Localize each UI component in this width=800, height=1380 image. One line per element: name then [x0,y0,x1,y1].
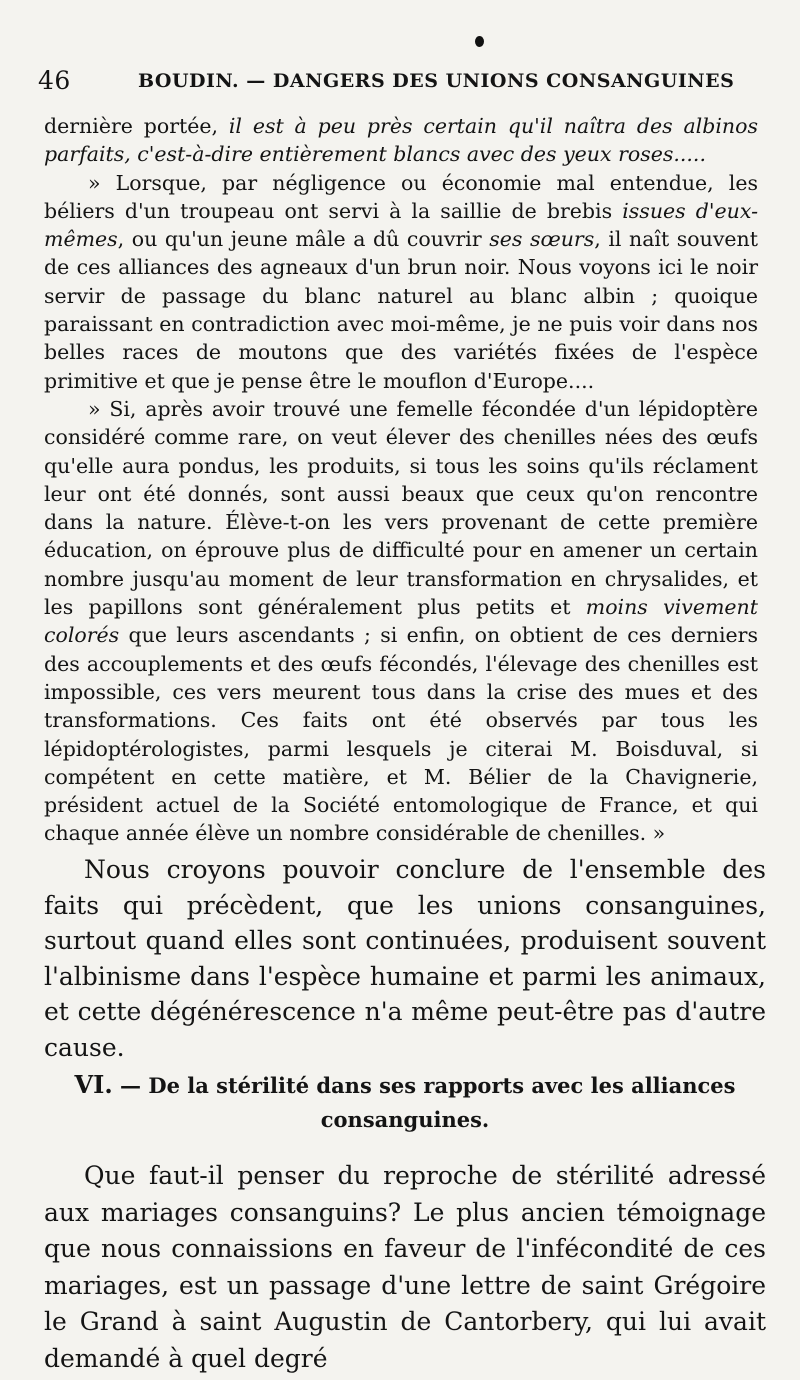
section-number: VI. [74,1070,113,1099]
quote-p2-italic-2: ses sœurs [489,227,595,252]
ink-dot [475,36,484,47]
quote-p2-text-b: , ou qu'un jeune mâle a dû couvrir [117,227,490,252]
body-text-2 [44,1158,766,1377]
quote-paragraph-3 [44,395,758,848]
page-number: 46 [38,66,71,95]
quoted-passage [44,112,758,848]
quote-p1-text: dernière portée, [44,114,229,138]
running-title: BOUDIN. — DANGERS DES UNIONS CONSANGUINES [138,70,735,92]
quote-p2-text-c: , il naît souvent de ces alliances des agneaux d'un brun noir. Nous voyons ici le noir servir de passage du blanc naturel au blanc albin ; quoique paraissant en contradiction avec moi-même, je ne puis voir dans nos belles races de moutons que des variétés fixées de l'espèce primitive et que je pense être le mouflon d'Europe.... [44,227,758,393]
quote-p3-text-b: que leurs ascendants ; si enfin, on obtient de ces derniers des accouplements et des œufs fécondés, l'élevage des chenilles est impossible, ces vers meurent tous dans la crise des mues et des transformations. Ces faits ont été observés par tous les lépidoptérologistes, parmi lesquels je citerai M. Boisduval, si compétent en cette matière, et M. Bélier de la Chavignerie, président actuel de la Société entomologique de France, et qui chaque année élève un nombre considérable de chenilles. » [44,623,758,846]
section-title: — De la stérilité dans ses rapports avec les alliances consanguines. [120,1073,736,1132]
quote-p2-text-a: » Lorsque, par négligence ou économie mal entendue, les béliers d'un troupeau ont servi à la saillie de brebis [44,170,758,223]
quote-p3-text-a: » Si, après avoir trouvé une femelle fécondée d'un lépidoptère considéré comme rare, on veut élever des chenilles nées des œufs qu'elle aura pondus, les produits, si tous les soins qu'ils réclament leur ont été donnés, sont aussi beaux que ceux qu'on rencontre dans la nature. Élève-t-on les vers provenant de cette première éducation, on éprouve plus de difficulté pour en amener un certain nombre jusqu'au moment de leur transformation en chrysalides, et les papillons sont généralement plus petits et [44,396,758,620]
body-paragraph-1: Nous croyons pouvoir conclure de l'ensemble des faits qui précèdent, que les unions consanguines, surtout quand elles sont continuées, produisent souvent l'albinisme dans l'espèce humaine et parmi les animaux, et cette dégénérescence n'a même peut-être pas d'autre cause. [44,855,766,1062]
page-header [38,66,758,100]
quote-p2-italic-1: issues d'eux-mêmes [44,198,758,252]
quote-p3-italic: moins vivement colorés [44,595,758,648]
quote-p1-italic: il est à peu près certain qu'il naîtra des albinos parfaits, c'est-à-dire entièrement blancs avec des yeux roses..... [44,114,758,167]
body-paragraph-2: Que faut-il penser du reproche de stérilité adressé aux mariages consanguins? Le plus ancien témoignage que nous connaissions en faveur de l'infécondité de ces mariages, est un passage d'une lettre de saint Grégoire le Grand à saint Augustin de Cantorbery, qui lui avait demandé à quel degré [44,1161,766,1373]
quote-paragraph-2 [44,169,758,395]
body-text [44,852,766,1065]
section-heading [44,1068,766,1137]
quote-paragraph-1 [44,112,758,169]
